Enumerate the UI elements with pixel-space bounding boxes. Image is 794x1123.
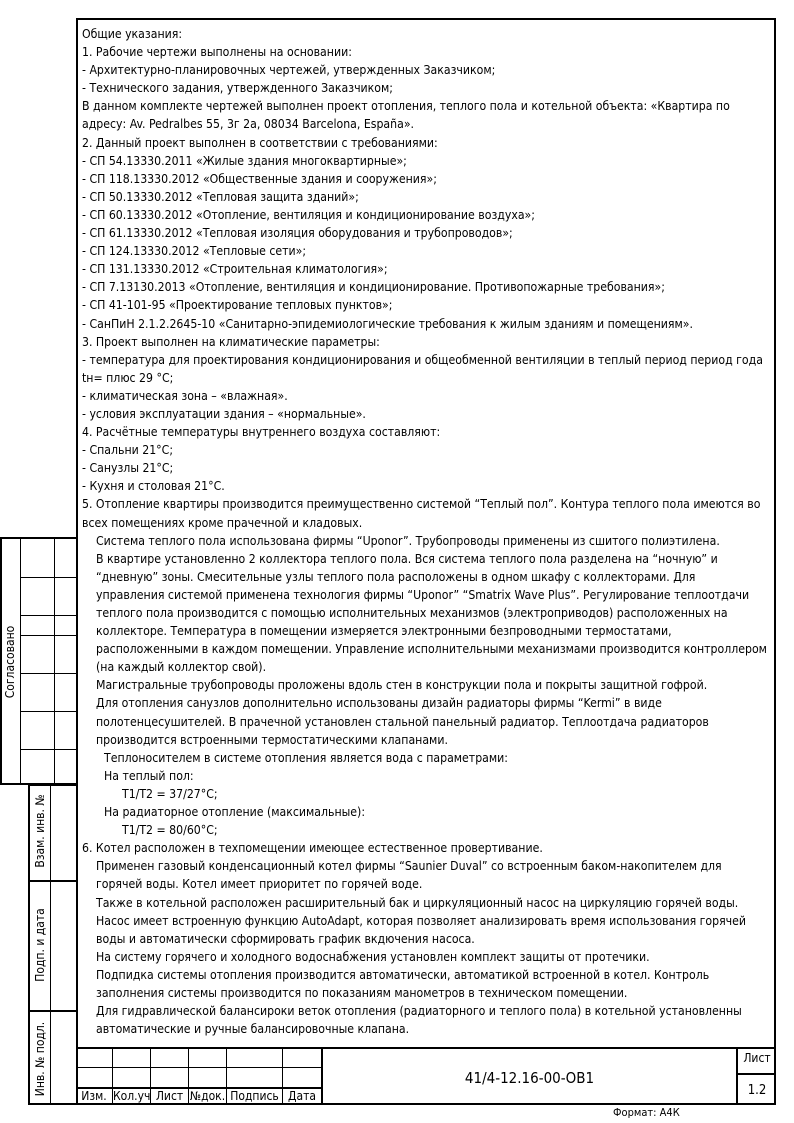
note-line: 3. Проект выполнен на климатические параметры:	[82, 334, 380, 349]
note-line: - Кухня и столовая 21°С.	[82, 479, 225, 494]
agreed-label: Согласовано	[3, 625, 17, 699]
note-line: В данном комплекте чертежей выполнен проект отопления, теплого пола и котельной объекта: «Квартира по адресу: Av. Pedralbes 55, 3г 2а, 08034 Barcelona, España».	[82, 99, 730, 132]
note-line: - СанПиН 2.1.2.2645-10 «Санитарно-эпидемиологические требования к жилым зданиям и помещениям».	[82, 316, 693, 331]
podp-label: Подп. и дата	[33, 908, 47, 982]
note-line: В квартире установленно 2 коллектора теплого пола. Вся система теплого пола разделена на “ночную” и “дневную” зоны. Смесительные узлы теплого пола расположены в одном шкафу с коллекторами. Для управления системой применена технология фирмы “Uponor” “Smatrix Wave Plus”. Регулирование теплоотдачи теплого пола производится с помощью исполнительных механизмов (электроприводов) расположенных на коллекторе. Температура в помещении измеряется электронными безпроводными термостатами, расположенными в каждом помещении. Управление исполнительными механизмами производится контроллером (на каждый коллектор свой).	[96, 551, 767, 675]
note-line: Магистральные трубопроводы проложены вдоль стен в конструкции пола и покрыты защитной гофрой.	[96, 678, 708, 693]
col-ndok: №док.	[189, 1089, 226, 1103]
note-line: Для отопления санузлов дополнительно использованы дизайн радиаторы фирмы “Kermi” в виде полотенцесушителей. В прачечной установлен стальной панельный радиатор. Теплоотдача радиаторов производится встроенными термостатическими клапанами.	[96, 696, 709, 747]
note-line: 4. Расчётные температуры внутреннего воздуха составляют:	[82, 425, 441, 440]
note-line: 2. Данный проект выполнен в соответствии с требованиями:	[82, 135, 438, 150]
sheet-label: Лист	[743, 1051, 771, 1065]
note-line: - СП 124.13330.2012 «Тепловые сети»;	[82, 244, 307, 259]
note-line: - климатическая зона – «влажная».	[82, 388, 288, 403]
col-podpis: Подпись	[230, 1089, 279, 1103]
general-notes	[82, 25, 767, 1038]
note-line: Т1/Т2 = 80/60°С;	[122, 823, 218, 838]
note-line: - Санузлы 21°С;	[82, 461, 174, 476]
note-line: На систему горячего и холодного водоснабжения установлен комплект защиты от протечики.	[96, 949, 650, 964]
note-line: На радиаторное отопление (максимальные):	[104, 805, 366, 820]
format-label: Формат: А4К	[613, 1106, 680, 1119]
note-line: - СП 54.13330.2011 «Жилые здания многоквартирные»;	[82, 153, 407, 168]
inv-label: Инв. № подл.	[33, 1021, 47, 1097]
col-data: Дата	[288, 1089, 316, 1103]
note-line: - температура для проектирования кондиционирования и общеобменной вентиляции в теплый период период года tн= плюс 29 °С;	[82, 352, 763, 385]
note-line: Применен газовый конденсационный котел фирмы “Saunier Duval” со встроенным баком-накопителем для горячей воды. Котел имеет приоритет по горячей воде.	[96, 859, 722, 892]
note-line: - СП 131.13330.2012 «Строительная климатология»;	[82, 262, 388, 277]
note-line: На теплый пол:	[104, 768, 194, 783]
note-line: 6. Котел расположен в техпомещении имеющее естественное провертивание.	[82, 841, 543, 856]
note-line: Система теплого пола использована фирмы “Uponor”. Трубопроводы применены из сшитого полиэтилена.	[96, 533, 720, 548]
note-line: Теплоносителем в системе отопления является вода с параметрами:	[104, 750, 508, 765]
col-list: Лист	[155, 1089, 184, 1103]
document-code: 41/4-12.16-00-ОВ1	[464, 1069, 595, 1087]
note-line: - СП 118.13330.2012 «Общественные здания и сооружения»;	[82, 171, 437, 186]
vzam-label: Взам. инв. №	[33, 794, 47, 868]
col-izm: Изм.	[81, 1089, 107, 1103]
note-line: Т1/Т2 = 37/27°С;	[122, 786, 218, 801]
col-kolvo: Кол.уч	[113, 1089, 151, 1103]
note-line: Общие указания:	[82, 27, 183, 41]
note-line: - Архитектурно-планировочных чертежей, утвержденных Заказчиком;	[82, 63, 496, 78]
note-line: - СП 60.13330.2012 «Отопление, вентиляция и кондиционирование воздуха»;	[82, 207, 535, 222]
sheet-number: 1.2	[747, 1083, 767, 1098]
approval-strip	[28, 784, 78, 1105]
note-line: 5. Отопление квартиры производится преимущественно системой “Теплый пол”. Контура теплого пола имеются во всех помещениях кроме прачечной и кладовых.	[82, 497, 761, 530]
note-line: Для гидравлической балансироки веток отопления (радиаторного и теплого пола) в котельной установленны автоматические и ручные балансировочные клапана.	[96, 1004, 742, 1037]
note-line: - СП 61.13330.2012 «Тепловая изоляция оборудования и трубопроводов»;	[82, 226, 513, 241]
note-line: - Спальни 21°С;	[82, 443, 174, 458]
note-line: - условия эксплуатации здания – «нормальные».	[82, 406, 366, 421]
note-line: - СП 50.13330.2012 «Тепловая защита зданий»;	[82, 189, 359, 204]
note-line: Подпидка системы отопления производится автоматически, автоматикой встроенной в котел. Контроль заполнения системы производится по показаниям манометров в техническом помещении.	[96, 967, 710, 1000]
note-line: - Технического задания, утвержденного Заказчиком;	[82, 81, 393, 96]
title-block	[76, 1047, 776, 1105]
note-line: - СП 41-101-95 «Проектирование тепловых пунктов»;	[82, 298, 393, 313]
note-line: 1. Рабочие чертежи выполнены на основании:	[82, 45, 352, 60]
agreed-box	[0, 537, 78, 785]
note-line: - СП 7.13130.2013 «Отопление, вентиляция и кондиционирование. Противопожарные требования»;	[82, 280, 665, 295]
note-line: Также в котельной расположен расширительный бак и циркуляционный насос на циркуляцию горячей воды. Насос имеет встроенную функцию AutoAdapt, которая позволяет анализировать время использования горячей воды и автоматически сформировать график вкдючения насоса.	[96, 895, 747, 946]
